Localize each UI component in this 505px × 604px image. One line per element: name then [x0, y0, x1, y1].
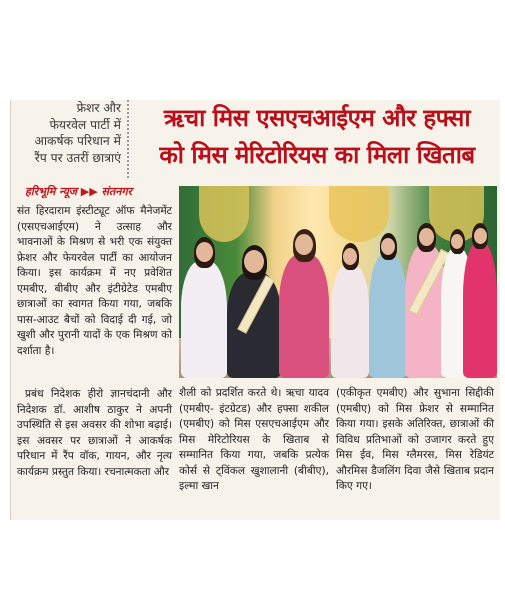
person-dress — [181, 261, 227, 378]
decoration-arch — [329, 186, 389, 242]
person-dress — [463, 243, 497, 378]
tagline-line: फ्रेशर और — [76, 101, 121, 115]
person-dress — [369, 254, 407, 378]
tagline — [11, 100, 129, 178]
person-figure — [227, 248, 281, 378]
person-head — [381, 238, 395, 255]
article-column-1-top — [17, 204, 172, 359]
headline-line-2: को मिस मेरिटोरियस का मिला खिताब — [159, 141, 475, 169]
newspaper-clipping — [10, 100, 500, 520]
paragraph: शैली को प्रदर्शित करते थे। ऋचा यादव (एमबीए- इंटग्रेटड) और हफ्सा शकील (एमबीए) को मिस एसएचआईएम और मिस मेरिटोरियस के खिताब से सम्मानित किया गया, जबकि प्रत्येक कोर्स से ट्विंकल खुशालानी (बीबीए), इल्मा खान — [179, 387, 329, 492]
paragraph: प्रबंध निदेशक हीरो ज्ञानचंदानी और निदेशक डॉ. आशीष ठाकुर ने अपनी उपस्थिति से इस अवसर की शोभा बढ़ाई। इस अवसर पर छात्राओं ने आकर्षक परिधान में रैंप वॉक, गायन, और नृत्य कार्यक्रम प्रस्तुत किया। रचनात्मकता और — [17, 388, 172, 478]
person-figure — [463, 226, 497, 378]
person-figure — [369, 236, 407, 378]
tagline-line: फेयरवेल पार्टी में — [49, 117, 121, 132]
person-head — [244, 250, 264, 273]
person-figure — [331, 246, 369, 378]
decoration-arch — [199, 186, 249, 242]
article-column-2 — [179, 386, 329, 495]
event-photo — [179, 186, 497, 378]
article-column-3 — [336, 386, 494, 495]
tagline-line: रैंप पर उतरीं छात्राएं — [34, 150, 121, 165]
person-figure — [181, 240, 227, 378]
tagline-line: आकर्षक परिधान में — [34, 134, 121, 148]
person-head — [343, 248, 357, 265]
paragraph: (एकीकृत एमबीए) और सुभाना सिद्दीकी (एमबीए) को मिस फ्रेशर से सम्मानित किया गया। इसके अतिरिक्त, छात्राओं की विविध प्रतिभाओं को उजागर करते हुए मिस ईव, मिस ग्लैमरस, मिस रेडियंट औरमिस डैजलिंग दिवा जैसे खिताब प्रदान किए गए। — [336, 387, 494, 492]
article-column-1-bottom — [17, 387, 172, 480]
person-figure — [279, 232, 329, 378]
person-dress — [331, 264, 369, 378]
person-head — [196, 242, 213, 262]
person-head — [474, 228, 487, 244]
paragraph: संत हिरदाराम इंस्टीट्यूट ऑफ मैनेजमेंट (एसएचआईएम) ने उत्साह और भावनाओं के मिश्रण से भरी एक संयुक्त फ्रेशर और फेयरवेल पार्टी का आयोजन किया। इस कार्यक्रम में नए प्रवेशित एमबीए, बीबीए और इंटीग्रेटेड एमबीए छात्राओं का स्वागत किया गया, जबकि पास-आउट बैचों को विदाई दी गई, जो खुशी और पुरानी यादों के एक मिश्रण को दर्शाता है। — [17, 205, 172, 357]
headline — [137, 100, 497, 174]
person-dress — [227, 272, 281, 378]
person-head — [419, 228, 434, 246]
headline-line-1: ऋचा मिस एसएचआईएम और हफ्सा — [163, 104, 471, 132]
person-dress — [279, 254, 329, 378]
person-head — [451, 234, 463, 249]
person-head — [295, 234, 313, 255]
byline: हरिभूमि न्यूज ▶▶ संतनगर — [25, 185, 133, 198]
